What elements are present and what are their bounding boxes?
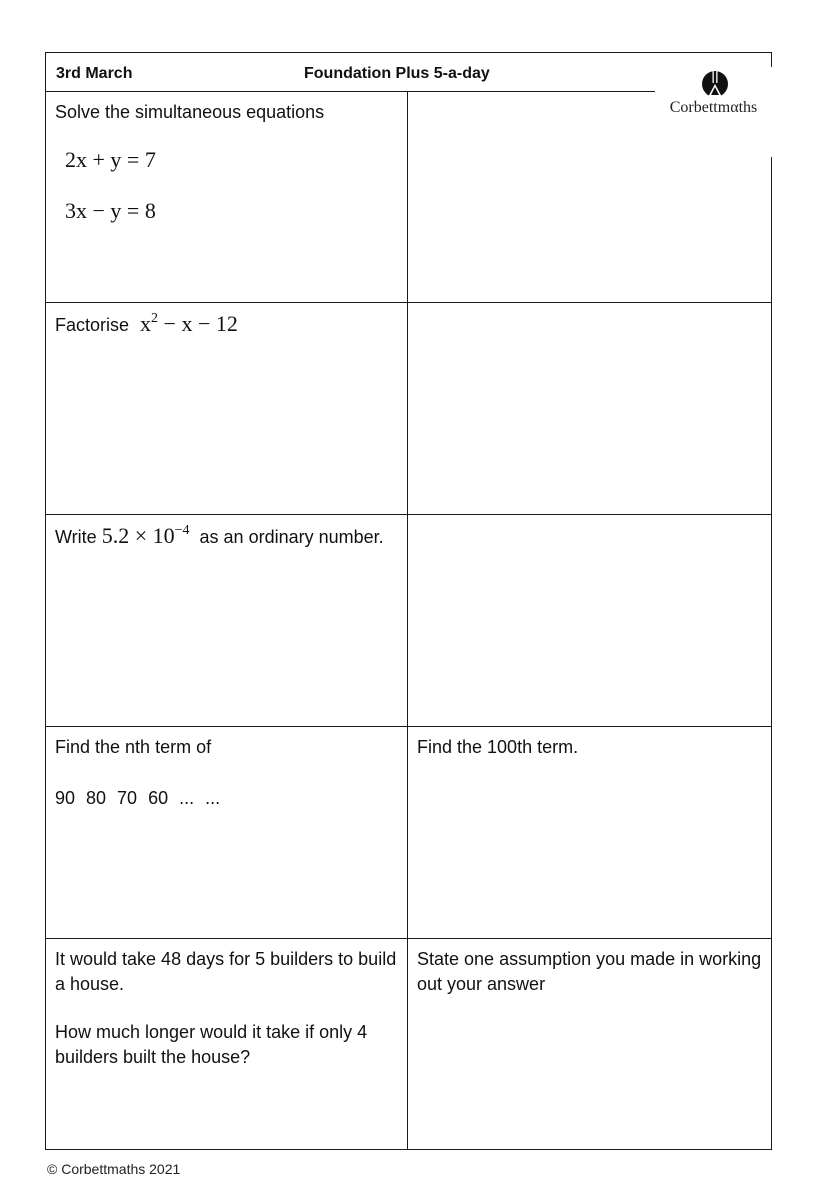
question-row-5 (46, 939, 771, 1149)
expression-rest: − x − 12 (158, 311, 238, 336)
expression-exponent: 2 (151, 311, 159, 326)
question-1-cell (46, 92, 408, 302)
equation-1: 2x + y = 7 (65, 147, 156, 172)
question-2-cell (46, 303, 408, 514)
question-5b-prompt: State one assumption you made in working out your answer (417, 949, 762, 994)
copyright-footer: © Corbettmaths 2021 (47, 1161, 181, 1177)
question-1-prompt: Solve the simultaneous equations (55, 102, 325, 122)
worksheet (45, 52, 772, 1150)
standard-form-number (102, 523, 190, 548)
question-5a-line-2: How much longer would it take if only 4 builders built the house? (55, 1022, 368, 1067)
expression (140, 311, 238, 336)
header-date: 3rd March (56, 65, 133, 82)
expression-base: x (140, 311, 152, 336)
question-row-2 (46, 303, 771, 515)
question-5b-cell (408, 939, 771, 1149)
question-3-prompt-end: as an ordinary number. (199, 527, 384, 547)
question-row-1 (46, 92, 771, 303)
question-row-4 (46, 727, 771, 939)
equation-2: 3x − y = 8 (65, 198, 156, 223)
question-5a-cell (46, 939, 408, 1149)
question-4b-cell (408, 727, 771, 938)
question-row-3 (46, 515, 771, 727)
sequence: 90 80 70 60 ... ... (55, 788, 221, 808)
answer-cell-3 (408, 515, 771, 726)
question-3-prompt-start: Write (55, 527, 97, 547)
standard-form-mantissa: 5.2 × 10 (101, 523, 175, 548)
question-2-prompt: Factorise (55, 315, 130, 335)
question-4b-prompt: Find the 100th term. (417, 737, 579, 757)
header-title: Foundation Plus 5-a-day (304, 65, 490, 82)
logo-text: Corbettmαths (669, 99, 758, 116)
answer-cell-2 (408, 303, 771, 514)
question-4a-prompt: Find the nth term of (55, 737, 212, 757)
answer-cell-1 (408, 92, 771, 302)
question-4a-cell (46, 727, 408, 938)
standard-form-exponent: −4 (174, 523, 190, 538)
question-5a-line-1: It would take 48 days for 5 builders to build a house. (55, 949, 397, 994)
question-3-cell (46, 515, 408, 726)
